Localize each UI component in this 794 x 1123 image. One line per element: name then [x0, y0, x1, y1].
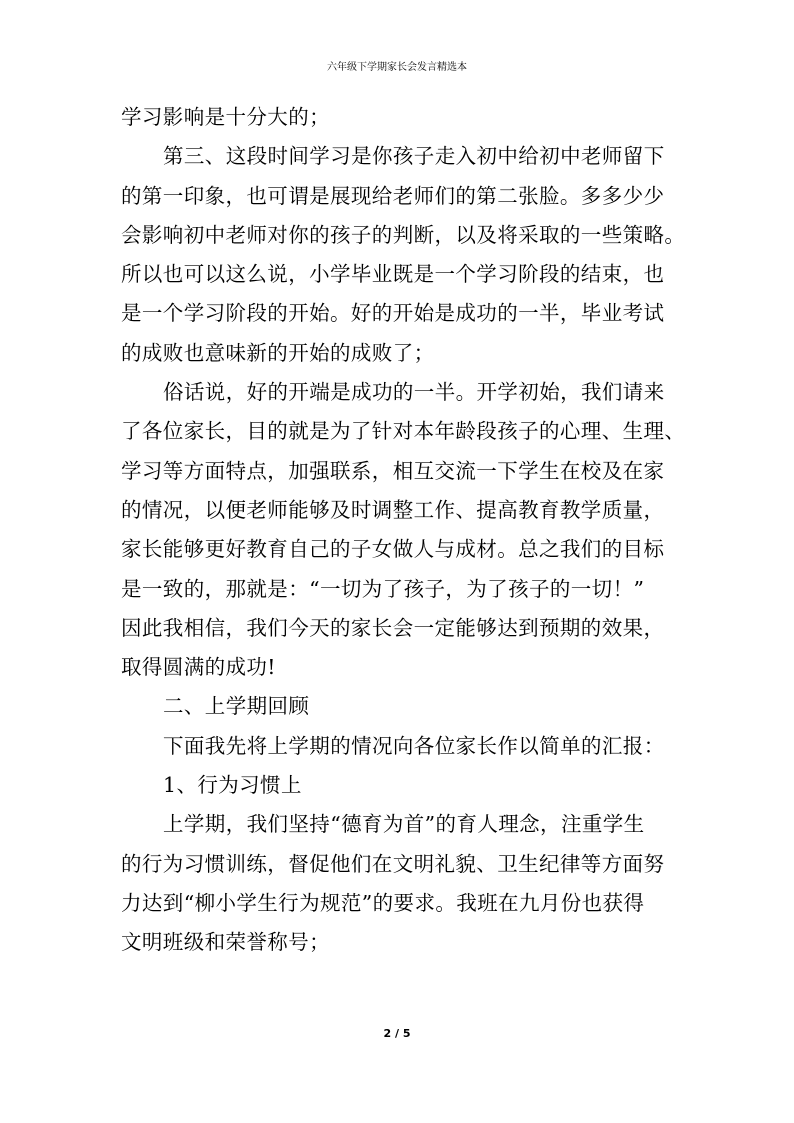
text-line: 的情况，以便老师能够及时调整工作、提高教育教学质量，	[121, 497, 665, 522]
text-line: 是一个学习阶段的开始。好的开始是成功的一半，毕业考试	[121, 301, 665, 326]
text-line: 因此我相信，我们今天的家长会一定能够达到预期的效果，	[121, 615, 665, 640]
text-line: 取得圆满的成功!	[121, 655, 276, 680]
text-line: 文明班级和荣誉称号；	[121, 930, 330, 955]
section-heading: 二、上学期回顾	[163, 694, 310, 719]
page-header: 六年级下学期家长会发言精选本	[327, 62, 467, 73]
text-line: 上学期，我们坚持“德育为首”的育人理念，注重学生	[163, 812, 645, 837]
text-line: 力达到“柳小学生行为规范”的要求。我班在九月份也获得	[121, 890, 645, 915]
text-line: 的第一印象，也可谓是展现给老师们的第二张脸。多多少少	[121, 183, 665, 208]
text-line: 家长能够更好教育自己的子女做人与成材。总之我们的目标	[121, 537, 665, 562]
text-line: 所以也可以这么说，小学毕业既是一个学习阶段的结束，也	[121, 262, 665, 287]
text-line: 学习等方面特点，加强联系，相互交流一下学生在校及在家	[121, 458, 665, 483]
text-line: 学习影响是十分大的；	[121, 105, 330, 129]
text-line: 第三、这段时间学习是你孩子走入初中给初中老师留下	[163, 144, 665, 169]
subsection-heading: 1、行为习惯上	[163, 773, 302, 798]
text-line: 是一致的，那就是：“一切为了孩子，为了孩子的一切！”	[121, 576, 645, 601]
page-number: 2 / 5	[383, 1027, 411, 1040]
text-line: 会影响初中老师对你的孩子的判断，以及将采取的一些策略。	[121, 222, 686, 247]
text-line: 的行为习惯训练，督促他们在文明礼貌、卫生纪律等方面努	[121, 851, 665, 876]
text-line: 下面我先将上学期的情况向各位家长作以简单的汇报：	[163, 733, 665, 758]
text-line: 的成败也意味新的开始的成败了；	[121, 340, 435, 365]
document-body	[121, 98, 686, 963]
text-line: 俗话说，好的开端是成功的一半。开学初始，我们请来	[163, 380, 665, 405]
text-line: 了各位家长，目的就是为了针对本年龄段孩子的心理、生理、	[121, 419, 686, 444]
